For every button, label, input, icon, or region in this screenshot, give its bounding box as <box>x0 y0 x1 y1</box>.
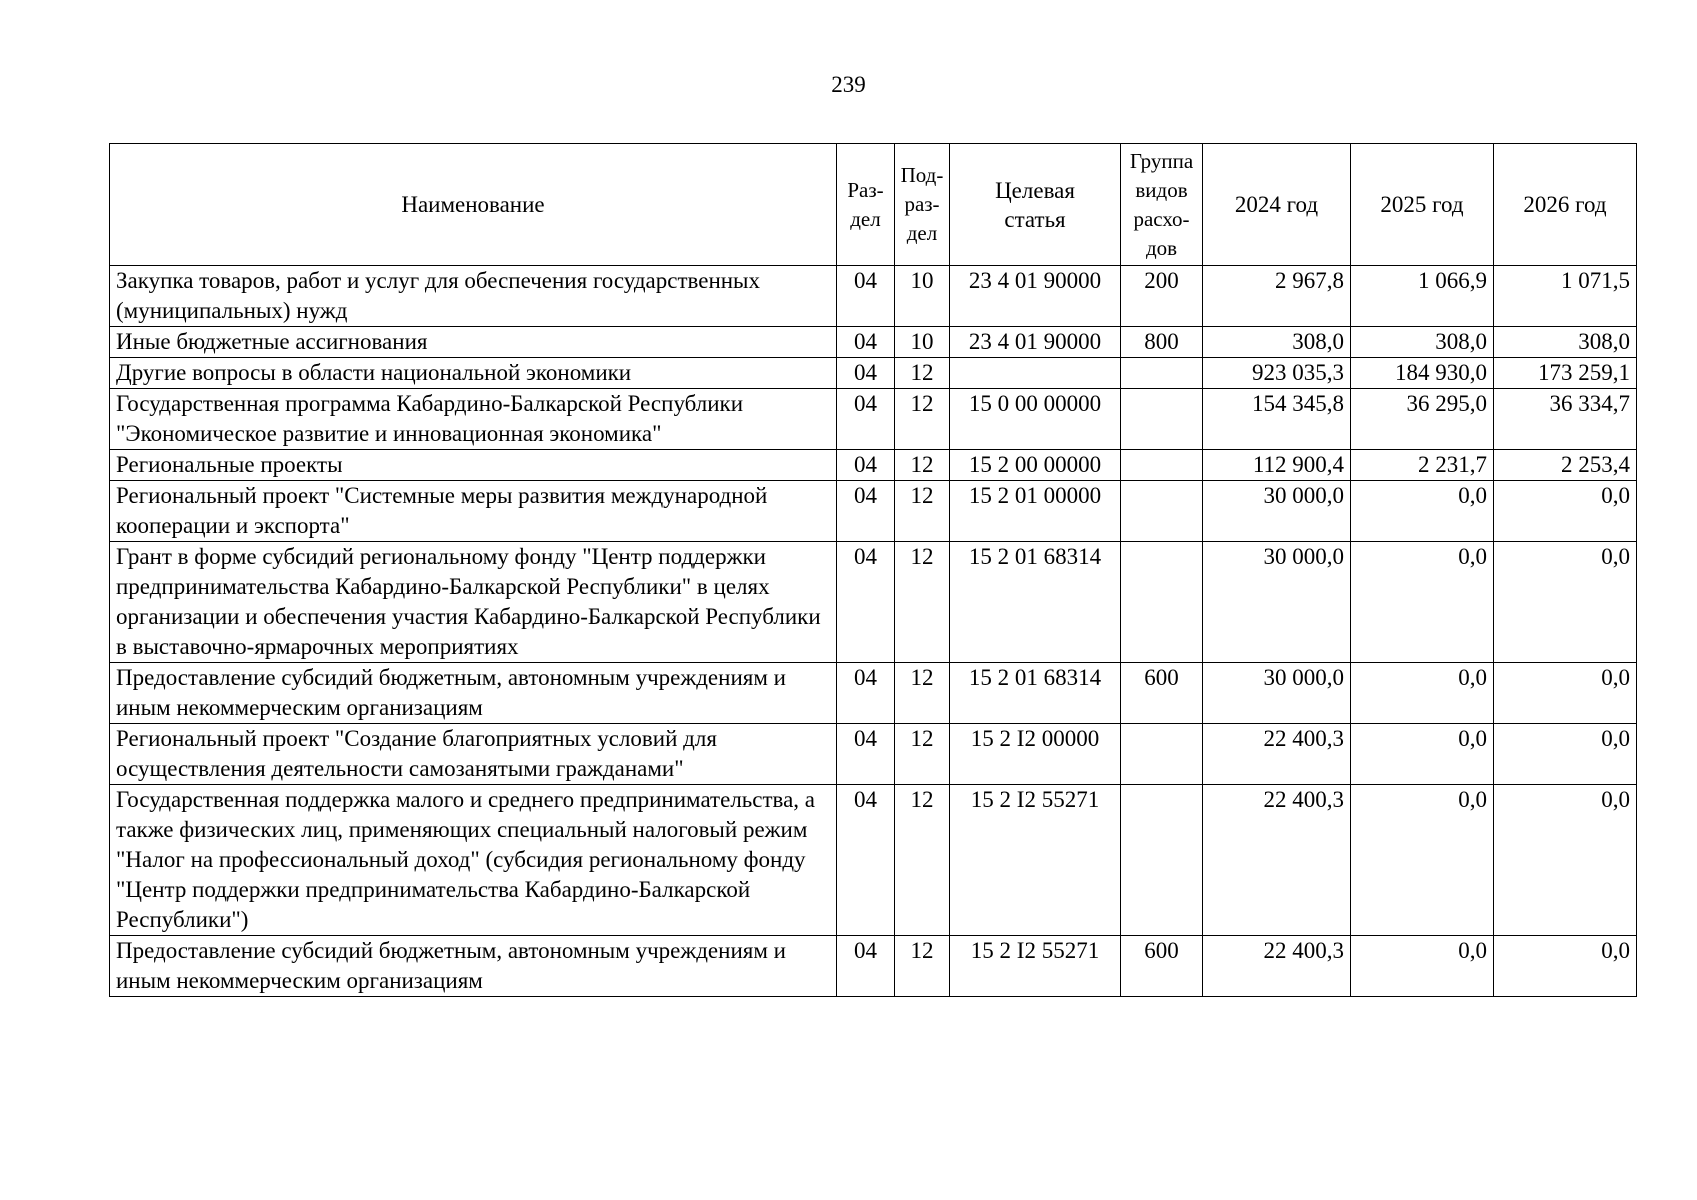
table-row <box>110 936 1637 997</box>
header-2024: 2024 год <box>1203 144 1351 266</box>
cell-razdel: 04 <box>837 450 895 481</box>
cell-2026: 0,0 <box>1494 481 1637 542</box>
header-podrazdel: Под- раз- дел <box>895 144 950 266</box>
table-row <box>110 266 1637 327</box>
header-2025: 2025 год <box>1351 144 1494 266</box>
cell-2024: 2 967,8 <box>1203 266 1351 327</box>
cell-razdel: 04 <box>837 724 895 785</box>
cell-2026: 1 071,5 <box>1494 266 1637 327</box>
cell-2026: 2 253,4 <box>1494 450 1637 481</box>
cell-name: Другие вопросы в области национальной экономики <box>110 358 837 389</box>
table-row <box>110 481 1637 542</box>
cell-2026: 0,0 <box>1494 724 1637 785</box>
cell-2025: 0,0 <box>1351 481 1494 542</box>
cell-podrazdel: 10 <box>895 266 950 327</box>
cell-razdel: 04 <box>837 266 895 327</box>
header-row <box>110 144 1637 266</box>
cell-gruppa-vidov-rashodov: 800 <box>1121 327 1203 358</box>
cell-2025: 0,0 <box>1351 542 1494 663</box>
cell-name: Грант в форме субсидий региональному фонду "Центр поддержки предпринимательства Кабардино-Балкарской Республики" в целях организации и обеспечения участия Кабардино-Балкарской Республики в выставочно-ярмарочных мероприятиях <box>110 542 837 663</box>
cell-razdel: 04 <box>837 327 895 358</box>
table-row <box>110 663 1637 724</box>
cell-2024: 22 400,3 <box>1203 785 1351 936</box>
cell-2024: 30 000,0 <box>1203 481 1351 542</box>
cell-name: Предоставление субсидий бюджетным, автономным учреждениям и иным некоммерческим организациям <box>110 936 837 997</box>
cell-2024: 30 000,0 <box>1203 663 1351 724</box>
cell-razdel: 04 <box>837 936 895 997</box>
cell-celevaya-statya: 15 2 01 00000 <box>950 481 1121 542</box>
table-row <box>110 358 1637 389</box>
cell-podrazdel: 12 <box>895 663 950 724</box>
cell-razdel: 04 <box>837 389 895 450</box>
cell-2025: 184 930,0 <box>1351 358 1494 389</box>
cell-name: Государственная поддержка малого и среднего предпринимательства, а также физических лиц, применяющих специальный налоговый режим "Налог на профессиональный доход" (субсидия региональному фонду "Центр поддержки предпринимательства Кабардино-Балкарской Республики") <box>110 785 837 936</box>
cell-name: Иные бюджетные ассигнования <box>110 327 837 358</box>
page-number: 239 <box>831 72 866 97</box>
cell-gruppa-vidov-rashodov: 600 <box>1121 936 1203 997</box>
cell-2026: 0,0 <box>1494 785 1637 936</box>
cell-celevaya-statya: 15 2 01 68314 <box>950 663 1121 724</box>
cell-podrazdel: 10 <box>895 327 950 358</box>
header-razdel: Раз- дел <box>837 144 895 266</box>
cell-gruppa-vidov-rashodov: 200 <box>1121 266 1203 327</box>
cell-gruppa-vidov-rashodov <box>1121 481 1203 542</box>
header-gruppa-vidov-rashodov: Группа видов расхо- дов <box>1121 144 1203 266</box>
cell-celevaya-statya: 15 2 01 68314 <box>950 542 1121 663</box>
table-body <box>110 266 1637 997</box>
cell-2024: 923 035,3 <box>1203 358 1351 389</box>
budget-table <box>109 143 1637 997</box>
cell-2025: 0,0 <box>1351 663 1494 724</box>
cell-celevaya-statya: 15 2 I2 55271 <box>950 785 1121 936</box>
cell-name: Предоставление субсидий бюджетным, автономным учреждениям и иным некоммерческим организациям <box>110 663 837 724</box>
cell-podrazdel: 12 <box>895 358 950 389</box>
cell-celevaya-statya: 15 0 00 00000 <box>950 389 1121 450</box>
cell-2025: 1 066,9 <box>1351 266 1494 327</box>
cell-name: Региональный проект "Системные меры развития международной кооперации и экспорта" <box>110 481 837 542</box>
cell-2025: 0,0 <box>1351 724 1494 785</box>
cell-2024: 22 400,3 <box>1203 936 1351 997</box>
cell-2025: 308,0 <box>1351 327 1494 358</box>
cell-2026: 0,0 <box>1494 542 1637 663</box>
cell-2026: 0,0 <box>1494 663 1637 724</box>
cell-razdel: 04 <box>837 542 895 663</box>
cell-podrazdel: 12 <box>895 389 950 450</box>
cell-gruppa-vidov-rashodov: 600 <box>1121 663 1203 724</box>
cell-2024: 308,0 <box>1203 327 1351 358</box>
cell-2025: 0,0 <box>1351 785 1494 936</box>
cell-podrazdel: 12 <box>895 785 950 936</box>
cell-gruppa-vidov-rashodov <box>1121 358 1203 389</box>
cell-name: Региональный проект "Создание благоприятных условий для осуществления деятельности самозанятыми гражданами" <box>110 724 837 785</box>
table-row <box>110 389 1637 450</box>
cell-podrazdel: 12 <box>895 481 950 542</box>
cell-podrazdel: 12 <box>895 450 950 481</box>
cell-razdel: 04 <box>837 785 895 936</box>
cell-2024: 112 900,4 <box>1203 450 1351 481</box>
table-row <box>110 450 1637 481</box>
cell-celevaya-statya: 15 2 I2 55271 <box>950 936 1121 997</box>
cell-2025: 0,0 <box>1351 936 1494 997</box>
cell-name: Государственная программа Кабардино-Балкарской Республики "Экономическое развитие и инновационная экономика" <box>110 389 837 450</box>
header-2026: 2026 год <box>1494 144 1637 266</box>
cell-celevaya-statya: 23 4 01 90000 <box>950 266 1121 327</box>
cell-name: Региональные проекты <box>110 450 837 481</box>
cell-2024: 22 400,3 <box>1203 724 1351 785</box>
cell-gruppa-vidov-rashodov <box>1121 389 1203 450</box>
cell-razdel: 04 <box>837 481 895 542</box>
cell-2024: 154 345,8 <box>1203 389 1351 450</box>
table-row <box>110 785 1637 936</box>
cell-2026: 308,0 <box>1494 327 1637 358</box>
cell-podrazdel: 12 <box>895 542 950 663</box>
cell-2026: 0,0 <box>1494 936 1637 997</box>
cell-celevaya-statya: 15 2 I2 00000 <box>950 724 1121 785</box>
cell-gruppa-vidov-rashodov <box>1121 724 1203 785</box>
cell-gruppa-vidov-rashodov <box>1121 785 1203 936</box>
cell-razdel: 04 <box>837 358 895 389</box>
cell-2026: 36 334,7 <box>1494 389 1637 450</box>
cell-celevaya-statya: 23 4 01 90000 <box>950 327 1121 358</box>
cell-2025: 2 231,7 <box>1351 450 1494 481</box>
cell-celevaya-statya <box>950 358 1121 389</box>
table-row <box>110 327 1637 358</box>
cell-razdel: 04 <box>837 663 895 724</box>
cell-2024: 30 000,0 <box>1203 542 1351 663</box>
cell-podrazdel: 12 <box>895 724 950 785</box>
cell-celevaya-statya: 15 2 00 00000 <box>950 450 1121 481</box>
table-row <box>110 542 1637 663</box>
cell-gruppa-vidov-rashodov <box>1121 450 1203 481</box>
cell-gruppa-vidov-rashodov <box>1121 542 1203 663</box>
cell-2026: 173 259,1 <box>1494 358 1637 389</box>
cell-name: Закупка товаров, работ и услуг для обеспечения государственных (муниципальных) нужд <box>110 266 837 327</box>
cell-2025: 36 295,0 <box>1351 389 1494 450</box>
header-name: Наименование <box>110 144 837 266</box>
cell-podrazdel: 12 <box>895 936 950 997</box>
header-celevaya-statya: Целевая статья <box>950 144 1121 266</box>
table-row <box>110 724 1637 785</box>
